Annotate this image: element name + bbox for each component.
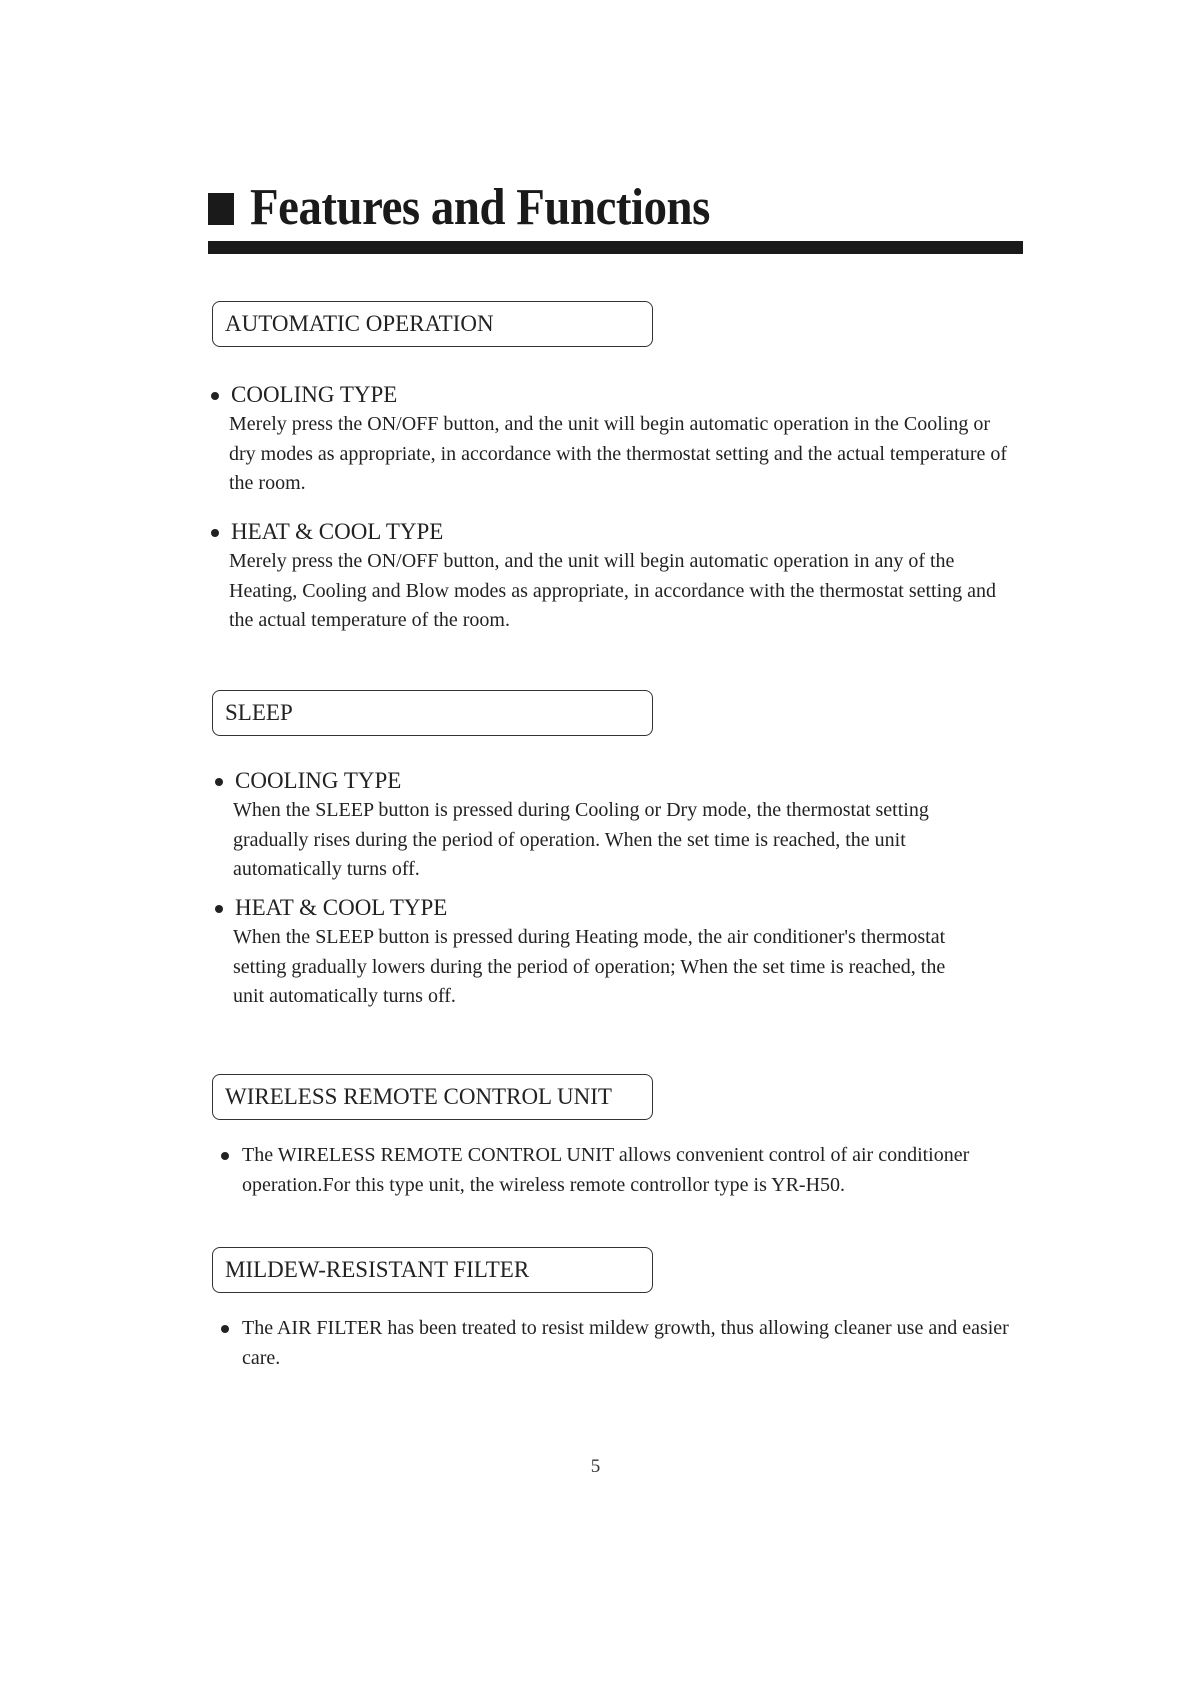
wireless-text: The WIRELESS REMOTE CONTROL UNIT allows convenient control of air conditioner operation.For this type unit, the wireless remote controllor type is YR-H50. — [242, 1144, 970, 1196]
title-rule — [208, 241, 1023, 254]
filter-item — [242, 1314, 1012, 1373]
section-header-automatic-operation: AUTOMATIC OPERATION — [212, 301, 653, 347]
bullet-icon — [211, 529, 219, 537]
filter-text: The AIR FILTER has been treated to resist mildew growth, thus allowing cleaner use and easier care. — [242, 1317, 1009, 1369]
bullet-icon — [221, 1325, 229, 1333]
bullet-icon — [215, 778, 223, 786]
bullet-icon — [221, 1152, 229, 1160]
sleep-heatcool-item — [233, 893, 978, 1012]
automatic-heatcool-item — [229, 517, 1019, 636]
sleep-cooling-title: COOLING TYPE — [235, 768, 402, 793]
sleep-heatcool-text: When the SLEEP button is pressed during Heating mode, the air conditioner's thermostat setting gradually lowers during the period of operation; When the set time is reached, the unit automatically turns off. — [233, 926, 946, 1007]
wireless-item — [242, 1141, 1012, 1200]
sleep-heatcool-title: HEAT & COOL TYPE — [235, 895, 448, 920]
bullet-icon — [211, 392, 219, 400]
title-square-icon — [208, 193, 234, 225]
page-title-text: Features and Functions — [250, 178, 710, 236]
sleep-cooling-text: When the SLEEP button is pressed during Cooling or Dry mode, the thermostat setting gradually rises during the period of operation. When the set time is reached, the unit automatically turns off. — [233, 799, 929, 880]
section-header-mildew-filter: MILDEW-RESISTANT FILTER — [212, 1247, 653, 1293]
automatic-cooling-text: Merely press the ON/OFF button, and the unit will begin automatic operation in the Cooling or dry modes as appropriate, in accordance with the thermostat setting and the actual temperature of the room. — [229, 413, 1008, 494]
automatic-cooling-title: COOLING TYPE — [231, 382, 398, 407]
section-header-wireless-remote: WIRELESS REMOTE CONTROL UNIT — [212, 1074, 653, 1120]
page-title — [208, 172, 761, 242]
section-header-sleep: SLEEP — [212, 690, 653, 736]
automatic-heatcool-title: HEAT & COOL TYPE — [231, 519, 444, 544]
automatic-cooling-item — [229, 380, 1019, 499]
page-number: 5 — [590, 1456, 601, 1477]
sleep-cooling-item — [233, 766, 978, 885]
automatic-heatcool-text: Merely press the ON/OFF button, and the unit will begin automatic operation in any of the Heating, Cooling and Blow modes as appropriate, in accordance with the thermostat setting and the actual temperature of the room. — [229, 550, 997, 631]
bullet-icon — [215, 905, 223, 913]
